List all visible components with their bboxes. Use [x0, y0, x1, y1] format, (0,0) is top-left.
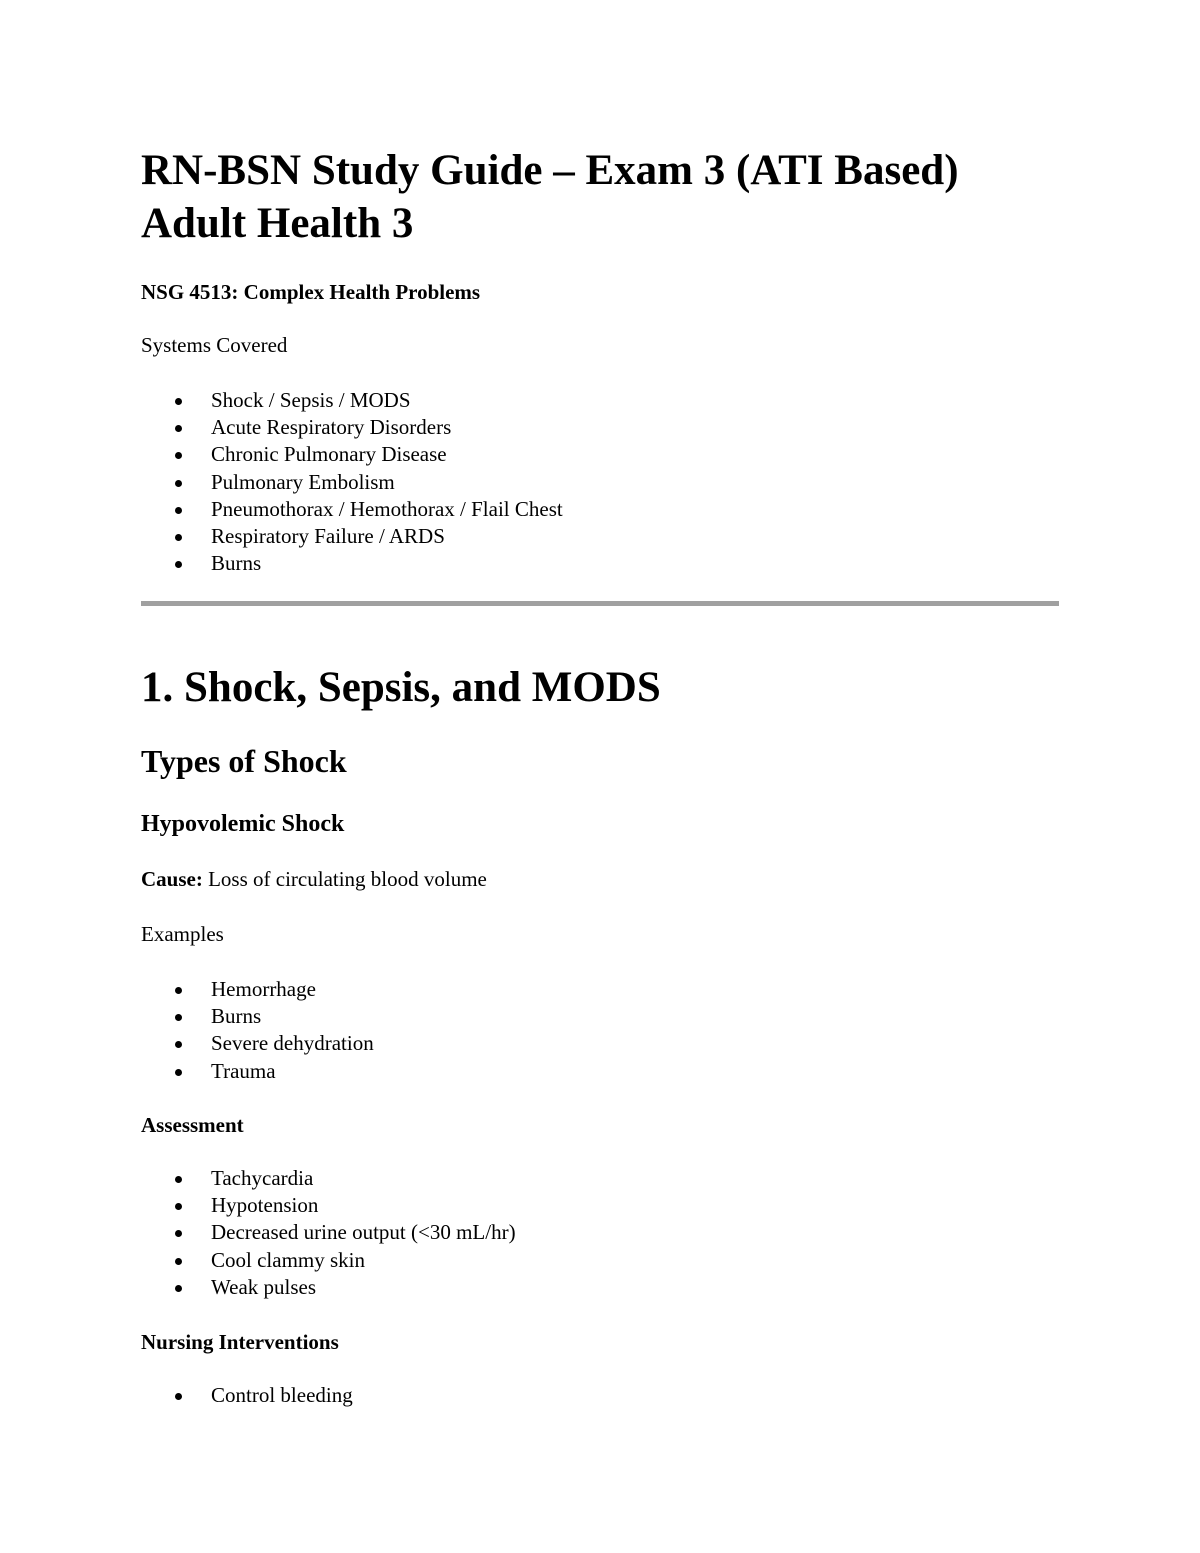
bullet-icon	[175, 1258, 182, 1265]
list-item: Cool clammy skin	[141, 1247, 516, 1274]
cause-line	[141, 866, 487, 892]
list-item: Severe dehydration	[141, 1030, 374, 1057]
bullet-icon	[175, 480, 182, 487]
list-item: Decreased urine output (<30 mL/hr)	[141, 1219, 516, 1246]
list-item: Burns	[141, 1003, 374, 1030]
bullet-icon	[175, 1069, 182, 1076]
list-item: Tachycardia	[141, 1165, 516, 1192]
bullet-icon	[175, 561, 182, 568]
list-item: Chronic Pulmonary Disease	[141, 441, 563, 468]
interventions-list	[141, 1382, 353, 1409]
list-item: Hypotension	[141, 1192, 516, 1219]
interventions-heading: Nursing Interventions	[141, 1330, 339, 1354]
bullet-icon	[175, 398, 182, 405]
bullet-icon	[175, 1230, 182, 1237]
title-line-1: RN-BSN Study Guide – Exam 3 (ATI Based)	[141, 147, 959, 194]
list-item: Shock / Sepsis / MODS	[141, 387, 563, 414]
list-item: Pulmonary Embolism	[141, 469, 563, 496]
bullet-icon	[175, 507, 182, 514]
document-title	[141, 144, 959, 250]
bullet-icon	[175, 987, 182, 994]
bullet-icon	[175, 1176, 182, 1183]
bullet-icon	[175, 1203, 182, 1210]
course-name: NSG 4513: Complex Health Problems	[141, 280, 481, 304]
list-item: Burns	[141, 550, 563, 577]
horizontal-divider	[141, 601, 1059, 606]
topic-heading: Hypovolemic Shock	[141, 811, 345, 837]
examples-heading: Examples	[141, 922, 224, 946]
examples-list	[141, 976, 374, 1085]
bullet-icon	[175, 425, 182, 432]
systems-heading: Systems Covered	[141, 333, 288, 357]
assessment-heading: Assessment	[141, 1113, 244, 1137]
bullet-icon	[175, 534, 182, 541]
list-item: Respiratory Failure / ARDS	[141, 523, 563, 550]
assessment-list	[141, 1165, 516, 1301]
bullet-icon	[175, 452, 182, 459]
list-item: Hemorrhage	[141, 976, 374, 1003]
list-item: Trauma	[141, 1058, 374, 1085]
cause-text: Loss of circulating blood volume	[202, 867, 487, 891]
bullet-icon	[175, 1285, 182, 1292]
section-heading: 1. Shock, Sepsis, and MODS	[141, 664, 661, 711]
list-item: Pneumothorax / Hemothorax / Flail Chest	[141, 496, 563, 523]
section-subheading: Types of Shock	[141, 743, 347, 779]
list-item: Weak pulses	[141, 1274, 516, 1301]
systems-list	[141, 387, 563, 577]
list-item: Control bleeding	[141, 1382, 353, 1409]
bullet-icon	[175, 1041, 182, 1048]
title-line-2: Adult Health 3	[141, 200, 414, 247]
bullet-icon	[175, 1014, 182, 1021]
list-item: Acute Respiratory Disorders	[141, 414, 563, 441]
bullet-icon	[175, 1393, 182, 1400]
cause-label: Cause:	[141, 867, 203, 891]
